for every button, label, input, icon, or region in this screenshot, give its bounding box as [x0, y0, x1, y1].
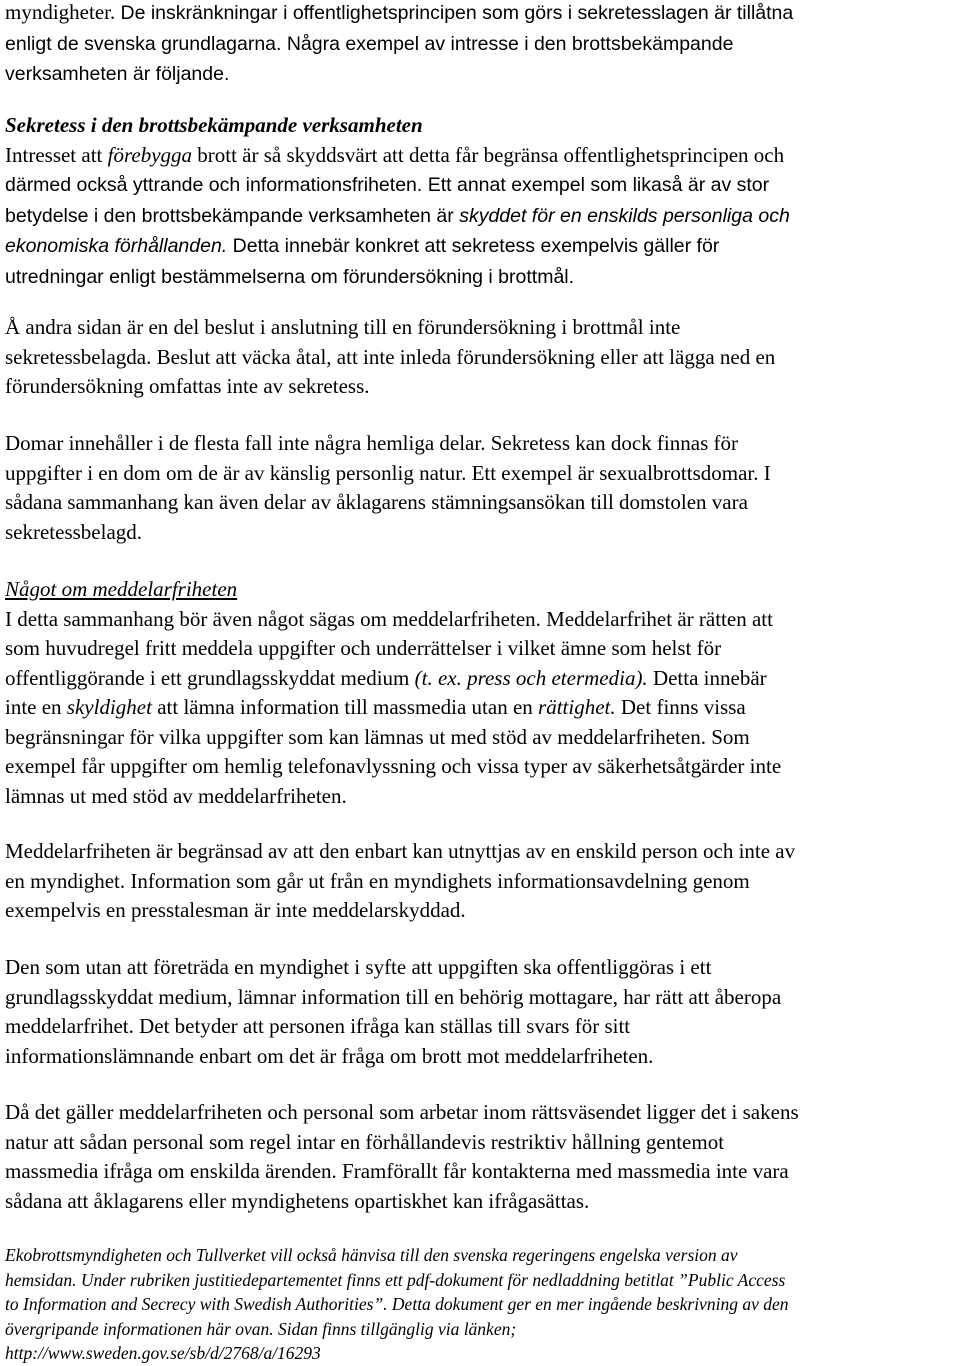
text-run-sans: Ett annat exempel som likaså är av stor betydelse i den brottsbekämpande verksamheten är [5, 174, 770, 227]
text-run-italic: (t. ex. press och etermedia). [414, 665, 648, 690]
section-sekretess [5, 111, 960, 292]
paragraph-begransad: Meddelarfriheten är begränsad av att den enbart kan utnyttjas av en enskild person och inte av en myndighet. Information som går ut från en myndighets informationsavdelning genom exempelvis en presstalesman är inte meddelarskyddad. [5, 839, 796, 922]
meddelarfrihet-paragraph [5, 605, 960, 812]
sekretess-paragraph [5, 141, 960, 293]
section-heading-sekretess: Sekretess i den brottsbekämpande verksamheten [5, 113, 423, 137]
text-run: I detta sammanhang bör även något sägas om meddelarfriheten. Meddelarfrihet är rätten att som huvudregel fritt meddela uppgifter och underrättelser i vilket ämne som helst för offentliggörande i ett grundlagsskyddat medium [5, 606, 773, 690]
paragraph-forundersokning: Å andra sidan är en del beslut i anslutning till en förundersökning i brottmål inte sekretessbelagda. Beslut att väcka åtal, att inte inleda förundersökning eller att lägga ned en förundersökning omfattas inte av sekretess. [5, 315, 776, 398]
paragraph-foretrada: Den som utan att företräda en myndighet i syfte att uppgiften ska offentliggöras i ett grundlagsskyddat medium, lämnar information till en behörig mottagare, har rätt att åberopa meddelarfrihet. Det betyder att personen ifråga kan ställas till svars för sitt informationslämnande enbart om det är fråga om brott mot meddelarfriheten. [5, 955, 782, 1068]
text-run-italic: skyddet för en enskilds personliga och ekonomiska förhållanden. [5, 204, 790, 257]
paragraph-personal: Då det gäller meddelarfriheten och personal som arbetar inom rättsväsendet ligger det i sakens natur att sådan personal som regel intar en förhållandevis restriktiv hållning gentemot massmedia ifråga om enskilda ärenden. Framförallt får kontakterna med massmedia inte vara sådana att åklagarens eller myndighetens opartiskhet kan ifrågasättas. [5, 1100, 799, 1213]
intro-text-serif: myndigheter. [5, 0, 121, 24]
text-run-sans: därmed också yttrande och informationsfriheten. [5, 174, 423, 196]
section-meddelarfrihet [5, 575, 960, 811]
intro-text-sans: De inskränkningar i offentlighetsprincipen som görs i sekretesslagen är tillåtna enligt de svenska grundlagarna. Några exempel av intresse i den brottsbekämpande verksamheten är följande. [5, 2, 794, 85]
text-run: brott är så skyddsvärt att detta får begränsa offentlighetsprincipen och [192, 142, 785, 167]
intro-paragraph [5, 0, 960, 90]
paragraph-domar: Domar innehåller i de flesta fall inte några hemliga delar. Sekretess kan dock finnas för uppgifter i en dom om de är av känslig personlig natur. Ett exempel är sexualbrottsdomar. I sådana sammanhang kan även delar av åklagarens stämningsansökan till domstolen vara sekretessbelagd. [5, 431, 771, 544]
text-run-italic: förebygga [107, 142, 193, 167]
text-run-italic: rättighet. [538, 695, 616, 719]
footnote-reference: Ekobrottsmyndigheten och Tullverket vill också hänvisa till den svenska regeringens engelska version av hemsidan. Under rubriken justitiedepartementet finns ett pdf-dokument för nedladdning betitlat ”Public Access to Information and Secrecy with Swedish Authorities”. Detta dokument ger en mer ingående beskrivning av den övergripande informationen här ovan. Sidan finns tillgänglig via länken; http://www.sweden.gov.se/sb/d/2768/a/16293 [5, 1245, 789, 1364]
text-run: Detta innebär inte en [5, 665, 767, 719]
text-run-sans: Detta innebär konkret att sekretess exempelvis gäller för utredningar enligt bestämmelserna om förundersökning i brottmål. [5, 235, 720, 288]
text-run: Intresset att [5, 142, 108, 167]
section-heading-meddelarfrihet: Något om meddelarfriheten [5, 577, 238, 601]
text-run: Det finns vissa begränsningar för vilka uppgifter som kan lämnas ut med stöd av meddelarfriheten. Som exempel får uppgifter om hemlig telefonavlyssning och vissa typer av säkerhetsåtgärder inte lämnas ut med stöd av meddelarfriheten. [5, 695, 782, 808]
text-run-italic: skyldighet [66, 695, 152, 719]
text-run: att lämna information till massmedia utan en [151, 695, 539, 719]
